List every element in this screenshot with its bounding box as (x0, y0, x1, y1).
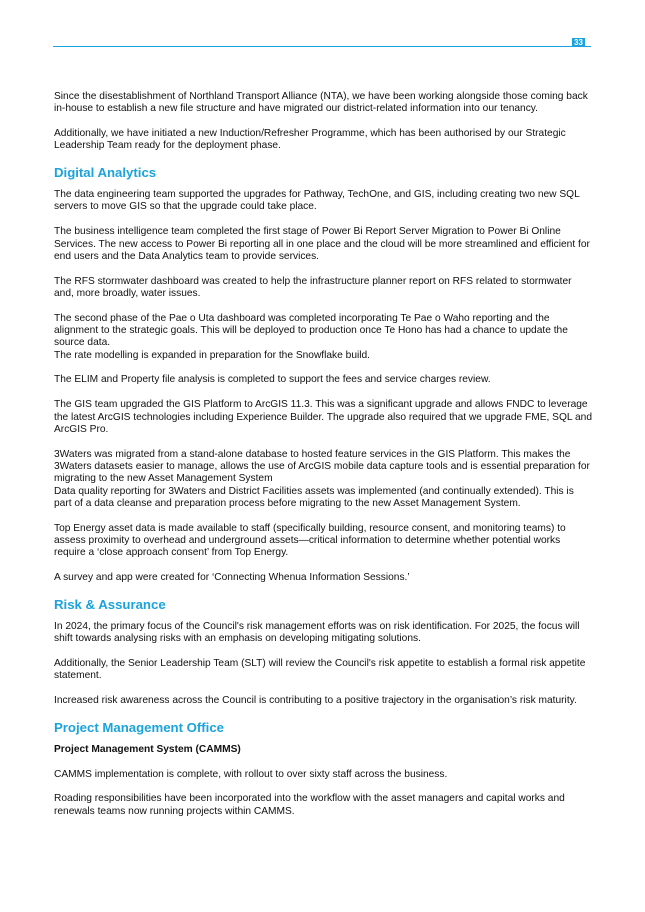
paragraph-data-engineering: The data engineering team supported the upgrades for Pathway, TechOne, and GIS, including creating two new SQL servers to move GIS so that the upgrade could take place. (54, 189, 580, 213)
paragraph-gis-upgrade: The GIS team upgraded the GIS Platform to ArcGIS 11.3. This was a significant upgrade and allows FNDC to leverage the latest ArcGIS technologies including Experience Builder. The upgrade also required that we upgrade FME, SQL and ArcGIS Pro. (54, 399, 592, 435)
subheading-camms: Project Management System (CAMMS) (54, 743, 241, 755)
paragraph-induction-programme: Additionally, we have initiated a new Induction/Refresher Programme, which has been authorised by our Strategic Leadership Team ready for the deployment phase. (54, 128, 566, 152)
paragraph-rate-modelling: The rate modelling is expanded in preparation for the Snowflake build. (54, 349, 371, 361)
header-rule (53, 46, 591, 47)
paragraph-3waters-migration: 3Waters was migrated from a stand-alone database to hosted feature services in the GIS Platform. This makes the 3Waters datasets easier to manage, allows the use of ArcGIS mobile data capture tools and is essential preparation for migrating to the new Asset Management System (54, 448, 590, 485)
paragraph-risk-awareness: Increased risk awareness across the Council is contributing to a positive trajectory in the organisation’s risk maturity. (54, 695, 577, 706)
paragraph-risk-focus: In 2024, the primary focus of the Council's risk management efforts was on risk identification. For 2025, the focus will shift towards analysing risks with an emphasis on developing mitigating solutions. (54, 620, 580, 645)
paragraph-roading-responsibilities: Roading responsibilities have been incorporated into the workflow with the asset managers and capital works and renewals teams now running projects within CAMMS. (54, 793, 565, 817)
paragraph-top-energy: Top Energy asset data is made available to staff (specifically building, resource consent, and monitoring teams) to assess proximity to overhead and underground assets—critical information to determine whether potential works require a ‘close approach consent’ from Top Energy. (54, 522, 566, 559)
paragraph-survey-app: A survey and app were created for ‘Connecting Whenua Information Sessions.’ (54, 572, 410, 584)
paragraph-pae-o-uta: The second phase of the Pae o Uta dashboard was completed incorporating Te Pae o Waho reporting and the alignment to the strategic goals. This will be deployed to production once Te Hono has had a chance to update the source data. (54, 312, 568, 349)
paragraph-rfs-dashboard: The RFS stormwater dashboard was created to help the infrastructure planner report on RFS related to stormwater and, more broadly, water issues. (54, 275, 572, 299)
heading-risk-assurance: Risk & Assurance (54, 596, 166, 612)
paragraph-camms-implementation: CAMMS implementation is complete, with rollout to over sixty staff across the business. (54, 768, 448, 780)
page-number: 33 (572, 38, 585, 47)
heading-digital-analytics: Digital Analytics (54, 165, 157, 181)
paragraph-data-quality: Data quality reporting for 3Waters and District Facilities assets was implemented (and continually extended). This is part of a data cleanse and preparation process before migrating to the new Asset Management System. (54, 485, 574, 509)
paragraph-business-intelligence: The business intelligence team completed the first stage of Power Bi Report Server Migration to Power Bi Online Services. The new access to Power Bi reporting all in one place and the cloud will be more streamlined and efficient for end users and the Data Analytics team to provide services. (54, 226, 590, 262)
paragraph-elim-property: The ELIM and Property file analysis is completed to support the fees and service charges review. (54, 374, 491, 386)
heading-project-management-office: Project Management Office (54, 719, 225, 735)
paragraph-nta-migration: Since the disestablishment of Northland Transport Alliance (NTA), we have been working alongside those coming back in-house to establish a new file structure and have migrated our district-related information into our tenancy. (54, 91, 588, 115)
paragraph-risk-appetite: Additionally, the Senior Leadership Team (SLT) will review the Council's risk appetite to establish a formal risk appetite statement. (54, 657, 586, 682)
document-body (54, 91, 594, 830)
